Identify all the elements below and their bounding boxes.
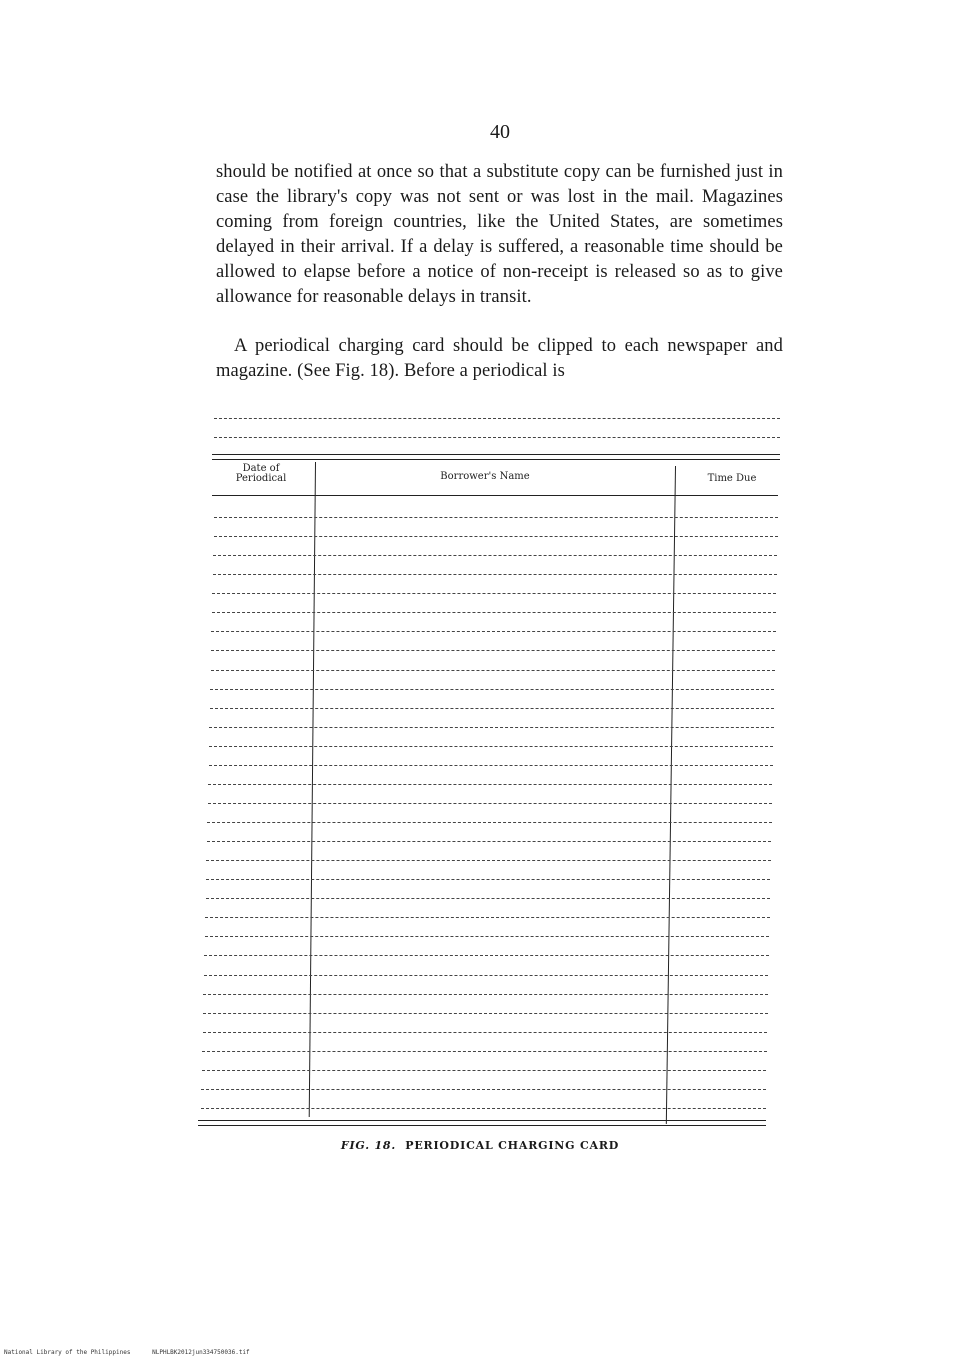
card-row-line (212, 593, 776, 594)
card-row-line (209, 727, 774, 728)
footer-source: National Library of the Philippines (4, 1349, 131, 1356)
card-row-line (202, 1070, 766, 1071)
card-row-line (211, 670, 775, 671)
card-row-line (204, 975, 768, 976)
header-bottom-rule (212, 495, 778, 496)
card-row-line (203, 1013, 768, 1014)
card-row-line (210, 708, 774, 709)
card-row-line (210, 689, 774, 690)
card-title-line-1 (214, 418, 780, 419)
card-row-line (205, 936, 769, 937)
column-header-date: Date of Periodical (235, 463, 287, 484)
footer-file-id: NLPHLBK2012jun334750036.tif (152, 1349, 250, 1356)
column-header-due: Time Due (707, 473, 757, 484)
column-divider-right (666, 466, 676, 1124)
card-bottom-rule-2 (198, 1125, 766, 1126)
card-row-line (201, 1089, 766, 1090)
card-bottom-rule (198, 1120, 766, 1121)
card-row-line (213, 574, 777, 575)
card-top-rule (212, 454, 780, 455)
card-row-line (207, 841, 771, 842)
card-row-line (208, 784, 772, 785)
figure-number: FIG. 18. (340, 1139, 396, 1152)
card-row-line (207, 822, 772, 823)
card-row-line (202, 1051, 767, 1052)
card-row-line (204, 955, 769, 956)
paragraph-1: should be notified at once so that a substitute copy can be furnished just in case the library's copy was not sent or was lost in the mail. Magazines coming from foreign countries, like the United States, are sometimes delayed in their arrival. If a delay is suffered, a reasonable time should be allowed to elapse before a notice of non-receipt is released so as to give allowance for reasonable delays in transit. (216, 162, 783, 307)
figure-caption (300, 1139, 660, 1152)
card-row-line (205, 917, 770, 918)
column-divider-left (309, 462, 316, 1117)
card-row-line (212, 612, 776, 613)
card-row-line (209, 746, 773, 747)
card-row-line (206, 879, 770, 880)
card-row-line (206, 860, 771, 861)
paragraph-2: A periodical charging card should be clipped to each newspaper and magazine. (See Fig. 18). Before a periodical is (216, 336, 783, 381)
card-row-line (201, 1108, 766, 1109)
card-row-line (214, 517, 778, 518)
page-number: 40 (490, 121, 510, 143)
card-row-line (214, 536, 778, 537)
card-row-line (213, 555, 777, 556)
card-row-line (206, 898, 770, 899)
card-title-line-2 (214, 437, 780, 438)
card-row-line (211, 650, 775, 651)
card-row-line (203, 1032, 767, 1033)
card-row-line (209, 765, 773, 766)
column-header-name: Borrower's Name (440, 471, 530, 482)
card-row-line (208, 803, 772, 804)
figure-title: PERIODICAL CHARGING CARD (405, 1139, 620, 1152)
card-row-line (211, 631, 776, 632)
card-top-rule-2 (212, 459, 780, 460)
page-footer (4, 1349, 250, 1356)
card-row-line (203, 994, 768, 995)
